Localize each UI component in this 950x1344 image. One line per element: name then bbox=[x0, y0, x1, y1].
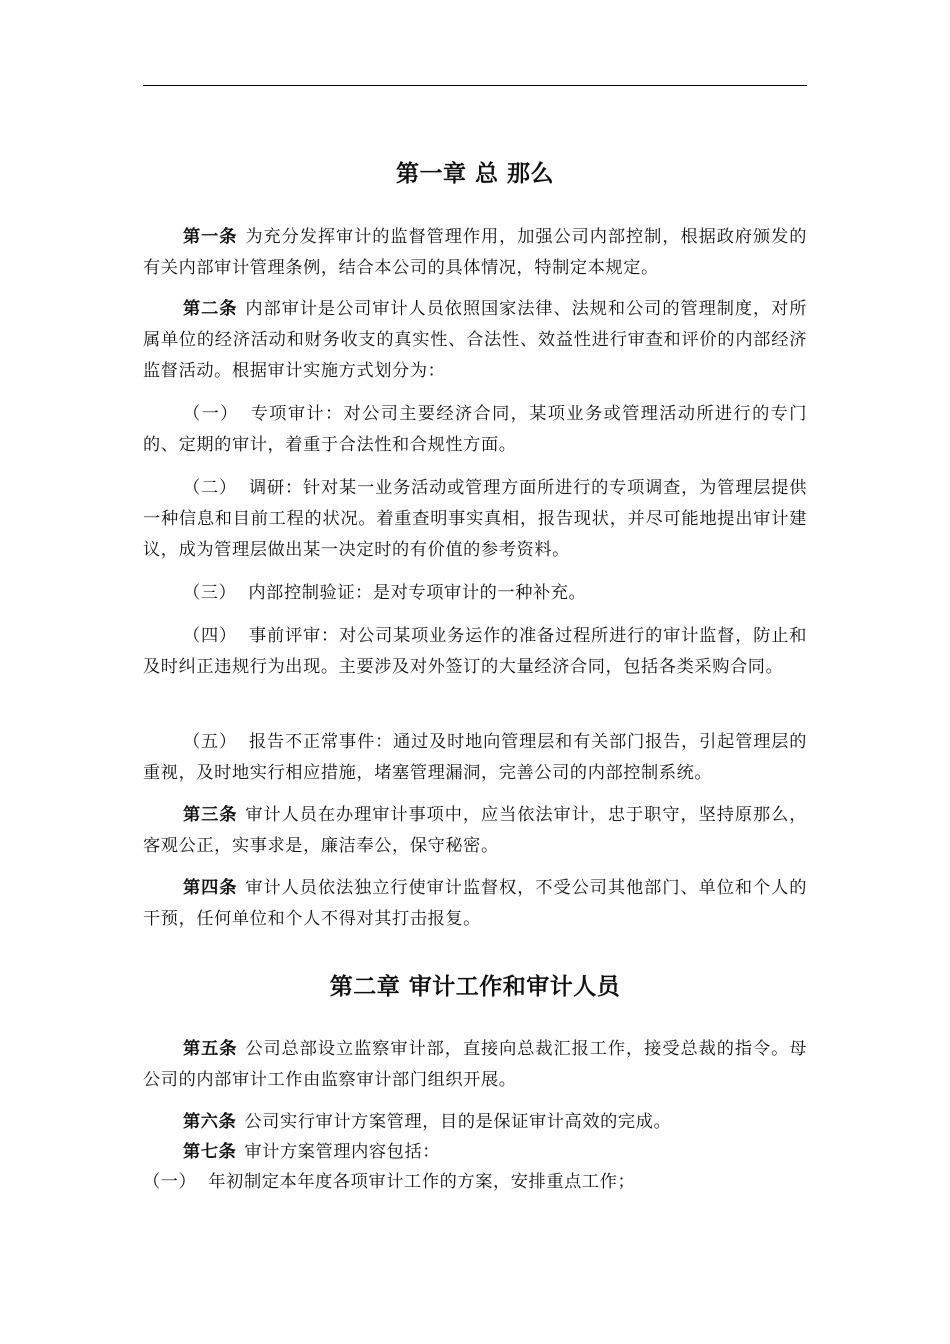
article-2-label: 第二条 bbox=[183, 299, 238, 319]
list-item-3-number: （三） bbox=[183, 583, 237, 603]
article-5-text: 公司总部设立监察审计部，直接向总裁汇报工作，接受总裁的指令。母公司的内部审计工作由监察审计部门组织开展。 bbox=[143, 1039, 807, 1090]
list-item-5-text: 报告不正常事件：通过及时地向管理层和有关部门报告，引起管理层的重视，及时地实行相应措施，堵塞管理漏洞，完善公司的内部控制系统。 bbox=[143, 732, 807, 783]
list-item-6 bbox=[143, 1167, 807, 1198]
list-item-1-number: （一） bbox=[183, 404, 239, 424]
article-5-label: 第五条 bbox=[183, 1039, 238, 1059]
header-rule bbox=[143, 85, 807, 86]
article-4-label: 第四条 bbox=[183, 878, 238, 898]
article-2 bbox=[143, 294, 807, 387]
article-1-text: 为充分发挥审计的监督管理作用，加强公司内部控制，根据政府颁发的有关内部审计管理条例，结合本公司的具体情况，特制定本规定。 bbox=[143, 227, 807, 278]
list-item-2 bbox=[143, 473, 807, 566]
article-1-label: 第一条 bbox=[183, 227, 238, 247]
article-7-text: 审计方案管理内容包括： bbox=[244, 1142, 441, 1162]
article-6-label: 第六条 bbox=[183, 1112, 237, 1132]
list-item-2-text: 调研：针对某一业务活动或管理方面所进行的专项调查，为管理层提供一种信息和目前工程的状况。着重查明事实真相，报告现状，并尽可能地提出审计建议，成为管理层做出某一决定时的有价值的参考资料。 bbox=[143, 478, 807, 560]
list-item-6-text: 年初制定本年度各项审计工作的方案，安排重点工作； bbox=[208, 1172, 636, 1192]
list-item-4 bbox=[143, 621, 807, 683]
article-3-label: 第三条 bbox=[183, 805, 238, 825]
article-3 bbox=[143, 800, 807, 862]
list-item-1 bbox=[143, 399, 807, 461]
list-item-6-number: （一） bbox=[143, 1172, 197, 1192]
article-4-text: 审计人员依法独立行使审计监督权，不受公司其他部门、单位和个人的干预，任何单位和个人不得对其打击报复。 bbox=[143, 878, 807, 929]
list-item-2-number: （二） bbox=[183, 478, 238, 498]
list-item-1-text: 专项审计：对公司主要经济合同，某项业务或管理活动所进行的专门的、定期的审计，着重于合法性和合规性方面。 bbox=[143, 404, 807, 455]
article-4 bbox=[143, 873, 807, 935]
article-3-text: 审计人员在办理审计事项中，应当依法审计，忠于职守，坚持原那么，客观公正，实事求是，廉洁奉公，保守秘密。 bbox=[143, 805, 807, 856]
chapter-2-title: 第二章 审计工作和审计人员 bbox=[329, 974, 621, 1000]
article-6-text: 公司实行审计方案管理，目的是保证审计高效的完成。 bbox=[244, 1112, 672, 1132]
list-item-4-text: 事前评审：对公司某项业务运作的准备过程所进行的审计监督，防止和及时纠正违规行为出现。主要涉及对外签订的大量经济合同，包括各类采购合同。 bbox=[143, 626, 807, 677]
article-5 bbox=[143, 1034, 807, 1096]
list-item-3 bbox=[143, 578, 807, 609]
list-item-3-text: 内部控制验证：是对专项审计的一种补充。 bbox=[248, 583, 587, 603]
article-7 bbox=[143, 1137, 807, 1168]
chapter-1-title: 第一章 总 那么 bbox=[395, 161, 554, 187]
list-item-4-number: （四） bbox=[183, 626, 238, 646]
article-1 bbox=[143, 222, 807, 284]
list-item-5-number: （五） bbox=[183, 732, 238, 752]
list-item-5 bbox=[143, 727, 807, 789]
article-6 bbox=[143, 1107, 807, 1138]
article-2-text: 内部审计是公司审计人员依照国家法律、法规和公司的管理制度，对所属单位的经济活动和财务收支的真实性、合法性、效益性进行审查和评价的内部经济监督活动。根据审计实施方式划分为： bbox=[143, 299, 807, 381]
article-7-label: 第七条 bbox=[183, 1142, 237, 1162]
